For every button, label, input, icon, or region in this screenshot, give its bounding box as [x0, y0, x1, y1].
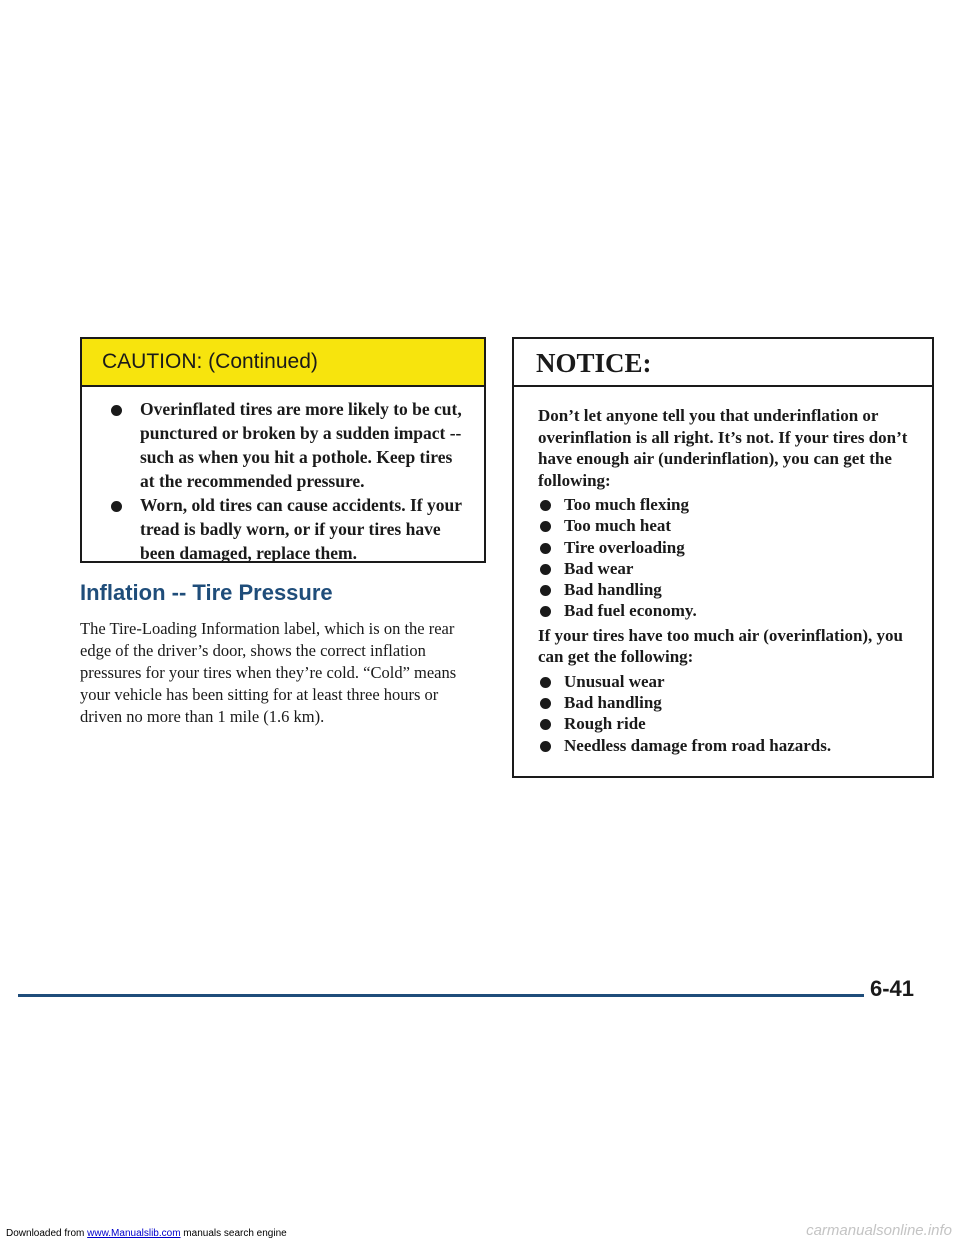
bullet-icon	[540, 677, 551, 688]
notice-intro: Don’t let anyone tell you that underinflation or overinflation is all right. It’s not. If your tires don’t have enough air (underinflation), you can get the following:	[538, 406, 908, 490]
bullet-icon	[540, 500, 551, 511]
list-item	[540, 579, 912, 600]
list-item-text: Unusual wear	[564, 671, 665, 691]
list-item	[540, 494, 912, 515]
list-item	[540, 515, 912, 536]
bullet-icon	[540, 543, 551, 554]
list-item	[540, 558, 912, 579]
list-item-text: Too much heat	[564, 516, 672, 536]
footer-suffix: manuals search engine	[180, 1228, 287, 1239]
list-item-text: Too much flexing	[564, 495, 690, 514]
footer-prefix: Downloaded from	[6, 1228, 88, 1239]
list-item-text: Rough ride	[564, 714, 646, 734]
list-item-text: Bad handling	[564, 693, 662, 713]
list-item-text: Tire overloading	[564, 537, 685, 557]
underinflation-list	[538, 491, 912, 625]
notice-body	[514, 387, 932, 759]
overinflation-intro: If your tires have too much air (overinflation), you can get the following:	[538, 625, 904, 667]
manualslib-link[interactable]: www.Manualslib.com	[87, 1228, 181, 1239]
watermark: carmanualsonline.info	[806, 1222, 952, 1239]
caution-item	[108, 493, 464, 565]
bullet-icon	[540, 606, 551, 617]
list-item-text: Bad wear	[564, 558, 634, 578]
caution-item-text: Overinflated tires are more likely to be cut, punctured or broken by a sudden impact -- such as when you hit a pothole. Keep tires at the recommended pressure.	[140, 399, 462, 491]
caution-heading: CAUTION: (Continued)	[82, 339, 484, 387]
section-title: Inflation -- Tire Pressure	[80, 580, 333, 605]
list-item	[540, 537, 912, 558]
caution-list	[82, 387, 484, 565]
overinflation-list	[538, 668, 912, 759]
bullet-icon	[540, 564, 551, 575]
list-item	[540, 671, 912, 692]
notice-box	[512, 337, 934, 778]
bullet-icon	[540, 741, 551, 752]
list-item-text: Needless damage from road hazards.	[564, 735, 832, 755]
bullet-icon	[540, 719, 551, 730]
list-item	[540, 735, 912, 756]
bullet-icon	[540, 521, 551, 532]
caution-box	[80, 337, 486, 563]
bullet-icon	[111, 501, 122, 512]
caution-item-text: Worn, old tires can cause accidents. If your tread is badly worn, or if your tires have been damaged, replace them.	[140, 495, 462, 563]
list-item-text: Bad fuel economy.	[564, 601, 697, 621]
section-body: The Tire-Loading Information label, which is on the rear edge of the driver’s door, shows the correct inflation pressures for your tires when they’re cold. “Cold” means your vehicle has been sitting for at least three hours or driven no more than 1 mile (1.6 km).	[80, 619, 457, 726]
notice-heading: NOTICE:	[514, 339, 932, 387]
bullet-icon	[540, 585, 551, 596]
page-number: 6-41	[870, 976, 915, 1001]
caution-item	[108, 397, 464, 493]
list-item	[540, 713, 912, 734]
bullet-icon	[111, 405, 122, 416]
bullet-icon	[540, 698, 551, 709]
list-item-text: Bad handling	[564, 580, 662, 600]
list-item	[540, 600, 912, 621]
download-footer	[6, 1228, 287, 1239]
page-divider	[18, 994, 864, 997]
list-item	[540, 692, 912, 713]
